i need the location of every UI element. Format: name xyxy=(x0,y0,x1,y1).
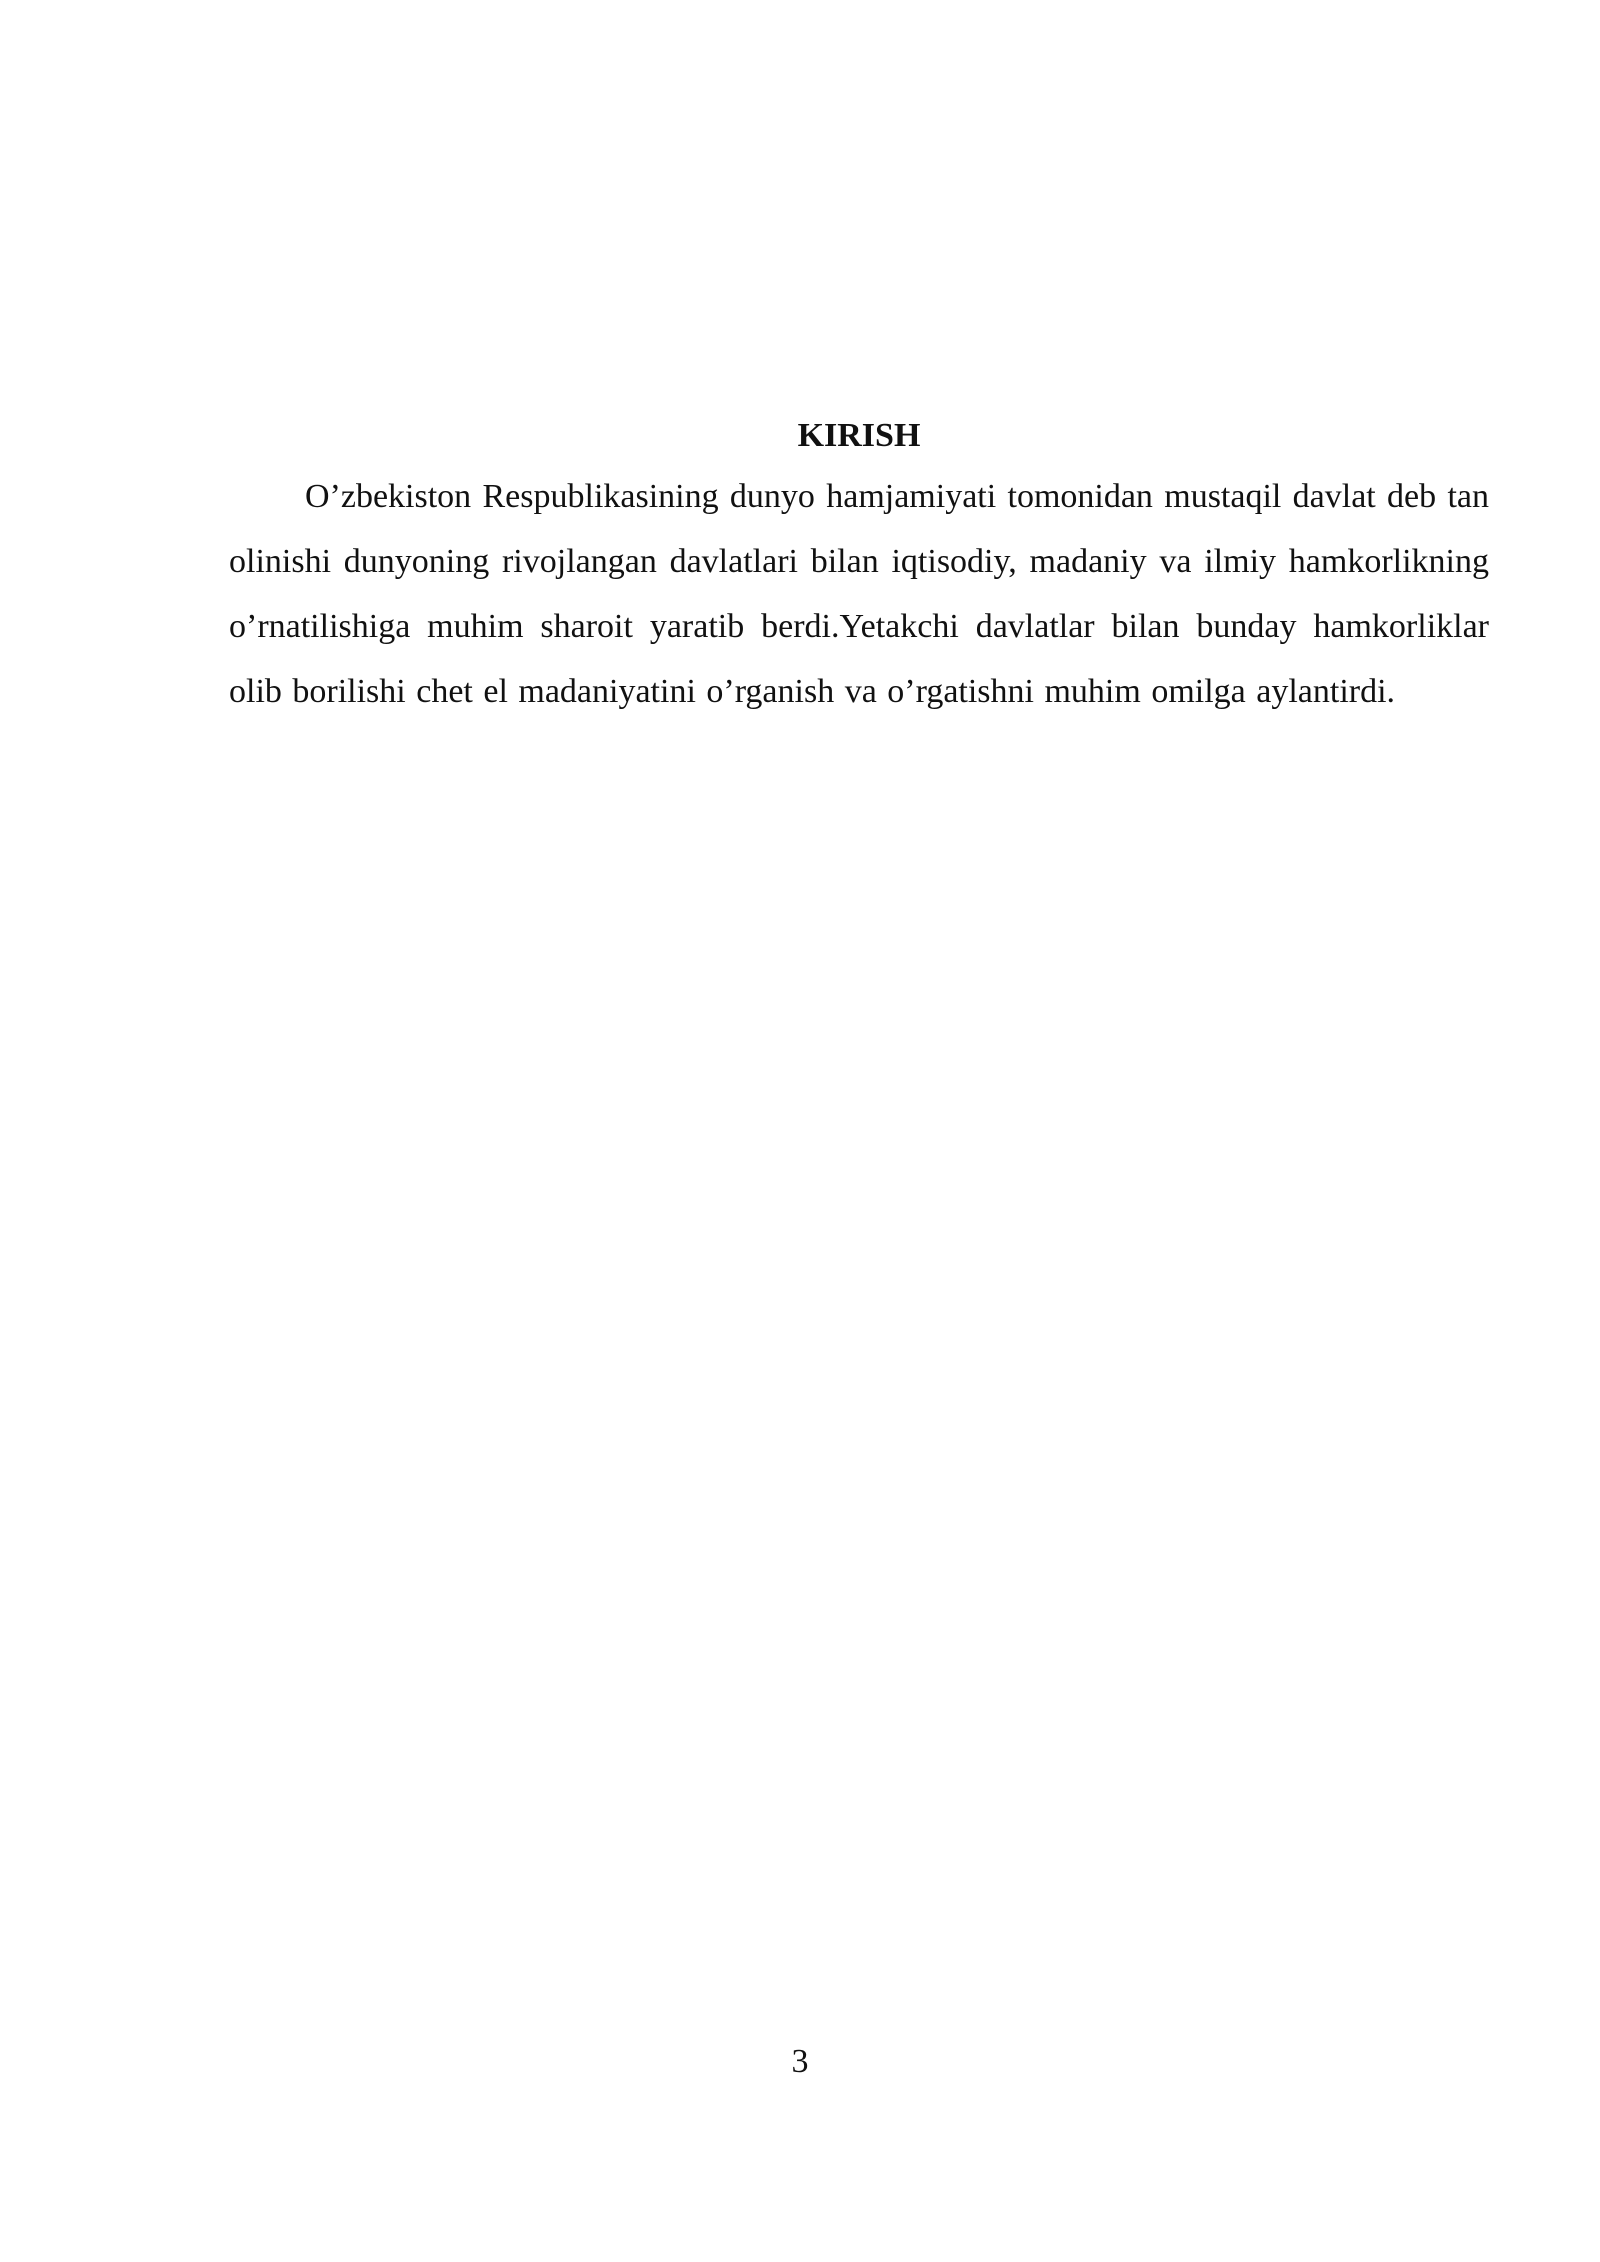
page-number: 3 xyxy=(791,2043,809,2080)
body-paragraph: O’zbekiston Respublikasining dunyo hamjamiyati tomonidan mustaqil davlat deb tan olinishi dunyoning rivojlangan davlatlari bilan iqtisodiy, madaniy va ilmiy hamkorlikning o’rnatilishiga muhim sharoit yaratib berdi.Yetakchi davlatlar bilan bunday hamkorliklar olib borilishi chet el madaniyatini o’rganish va o’rgatishni muhim omilga aylantirdi. xyxy=(229,478,1489,710)
section-heading: KIRISH xyxy=(797,417,921,454)
page-content xyxy=(229,408,1489,724)
